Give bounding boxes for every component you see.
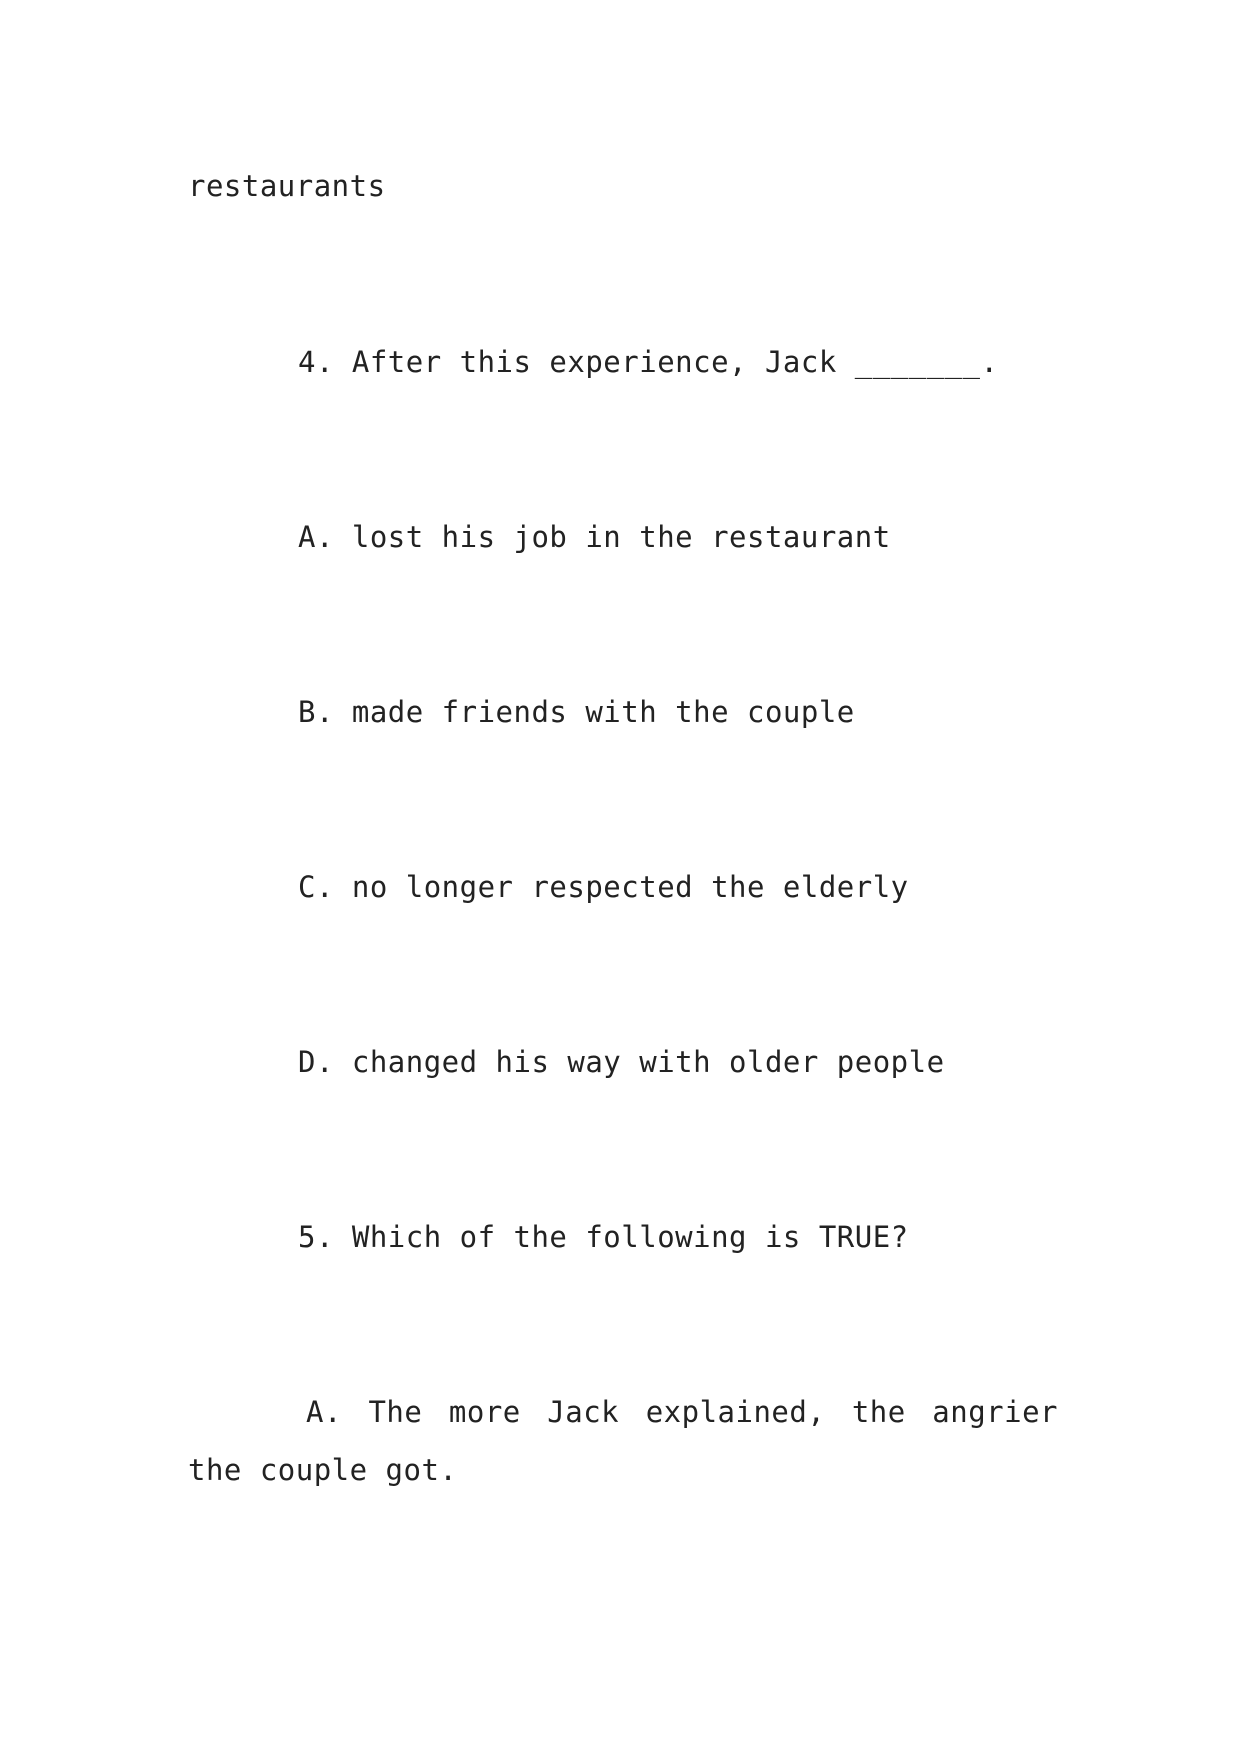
question-4-option-b: B. made friends with the couple xyxy=(298,695,855,729)
continuation-text: restaurants xyxy=(188,169,386,203)
question-4-option-d: D. changed his way with older people xyxy=(298,1045,945,1079)
question-4-option-c: C. no longer respected the elderly xyxy=(298,870,909,904)
question-4-stem: 4. After this experience, Jack _______. xyxy=(298,345,999,379)
question-4-option-a: A. lost his job in the restaurant xyxy=(298,520,891,554)
question-5-stem: 5. Which of the following is TRUE? xyxy=(298,1220,909,1254)
question-5-option-a: A. The more Jack explained, the angrier the couple got. xyxy=(188,1395,1058,1487)
